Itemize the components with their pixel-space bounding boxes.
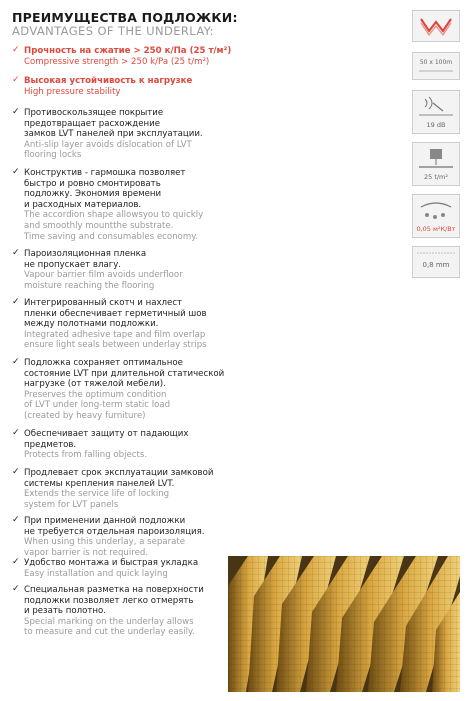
check-icon: ✓ bbox=[12, 167, 20, 177]
advantage-item bbox=[12, 298, 234, 351]
moisture-label: 0,05 м²К/Вт bbox=[416, 225, 456, 233]
advantage-en: Easy installation and quick laying bbox=[24, 568, 168, 579]
page-subtitle: ADVANTAGES OF THE UNDERLAY: bbox=[12, 24, 214, 38]
advantage-ru: Подложка сохраняет оптимальное состояние LVT при длительной статической нагрузке (от тяжелой мебели). bbox=[24, 358, 225, 390]
acoustic-icon bbox=[412, 90, 460, 134]
advantage-ru: Обеспечивает защиту от падающих предметов. bbox=[24, 429, 189, 450]
check-icon: ✓ bbox=[12, 467, 20, 477]
advantage-item bbox=[12, 358, 234, 422]
advantage-item bbox=[12, 108, 234, 161]
advantage-en: Extends the service life of locking system for LVT panels bbox=[24, 489, 170, 510]
advantage-en: Special marking on the underlay allows to measure and cut the underlay easily. bbox=[24, 616, 195, 638]
advantage-item bbox=[12, 76, 234, 97]
advantage-ru: Удобство монтажа и быстрая укладка bbox=[24, 558, 199, 568]
moisture-icon bbox=[412, 194, 460, 238]
advantage-ru: Продлевает срок эксплуатации замковой системы крепления панелей LVT. bbox=[24, 468, 214, 489]
advantage-item bbox=[12, 558, 234, 579]
thickness-icon bbox=[412, 246, 460, 278]
check-icon: ✓ bbox=[12, 107, 20, 117]
advantage-en: Vapour barrier film avoids underfloor moisture reaching the flooring bbox=[24, 270, 183, 291]
advantage-en: The accordion shape allowsyou to quickly and smoothly mountthe substrate. Time saving and consumables economy. bbox=[24, 210, 204, 242]
check-icon: ✓ bbox=[12, 515, 20, 525]
advantage-item bbox=[12, 249, 234, 291]
advantage-en: High pressure stability bbox=[24, 86, 121, 97]
check-icon: ✓ bbox=[12, 428, 20, 438]
advantage-item bbox=[12, 168, 234, 242]
advantage-ru: Интегрированный скотч и нахлест пленки обеспечивает герметичный шов между полотнами подложки. bbox=[24, 298, 207, 330]
check-icon: ✓ bbox=[12, 45, 20, 55]
check-icon: ✓ bbox=[12, 75, 20, 85]
advantage-ru: Высокая устойчивость к нагрузке bbox=[24, 76, 193, 86]
roll-size-label: 50 x 100m bbox=[419, 59, 453, 66]
check-icon: ✓ bbox=[12, 557, 20, 567]
advantage-item bbox=[12, 468, 234, 510]
advantage-ru: Противоскользящее покрытие предотвращает расхождение замков LVT панелей при эксплуатации. bbox=[24, 108, 203, 140]
load-label: 25 t/m² bbox=[423, 173, 448, 181]
advantage-ru: Пароизоляционная пленка не пропускает влагу. bbox=[24, 249, 147, 270]
advantage-item bbox=[12, 585, 234, 638]
advantage-item bbox=[12, 516, 234, 558]
advantage-item bbox=[12, 46, 234, 67]
acoustic-label: 19 dB bbox=[426, 121, 446, 129]
advantage-en: When using this underlay, a separate vapor barrier is not required. bbox=[24, 537, 186, 558]
advantage-en: Preserves the optimum condition of LVT under long-term static load (created by heavy furniture) bbox=[24, 389, 171, 421]
advantage-ru: Прочность на сжатие > 250 к/Па (25 т/м²) bbox=[24, 46, 232, 56]
check-icon: ✓ bbox=[12, 584, 20, 594]
check-icon: ✓ bbox=[12, 248, 20, 258]
advantage-ru: При применении данной подложки не требуется отдельная пароизоляция. bbox=[24, 516, 205, 537]
page-title: ПРЕИМУЩЕСТВА ПОДЛОЖКИ: bbox=[12, 10, 238, 25]
thickness-label: 0,8 mm bbox=[422, 261, 450, 269]
load-icon bbox=[412, 142, 460, 186]
advantage-ru: Специальная разметка на поверхности подложки позволяет легко отмерять и резать полотно. bbox=[24, 585, 204, 617]
advantage-ru: Конструктив - гармошка позволяет быстро и ровно смонтировать подложку. Экономия времени и расходных материалов. bbox=[24, 168, 186, 210]
advantage-en: Integrated adhesive tape and film overlap ensure light seals between underlay strips bbox=[24, 329, 207, 351]
advantage-en: Protects from falling objects. bbox=[24, 450, 148, 461]
check-icon: ✓ bbox=[12, 357, 20, 367]
advantage-item bbox=[12, 429, 234, 461]
roll-size-icon bbox=[412, 52, 460, 80]
accordion-icon bbox=[412, 10, 460, 42]
advantage-en: Compressive strength > 250 k/Pa (25 t/m²) bbox=[24, 56, 210, 67]
advantage-en: Anti-slip layer avoids dislocation of LVT flooring locks bbox=[24, 139, 192, 161]
underlay-photo bbox=[228, 556, 460, 692]
check-icon: ✓ bbox=[12, 297, 20, 307]
